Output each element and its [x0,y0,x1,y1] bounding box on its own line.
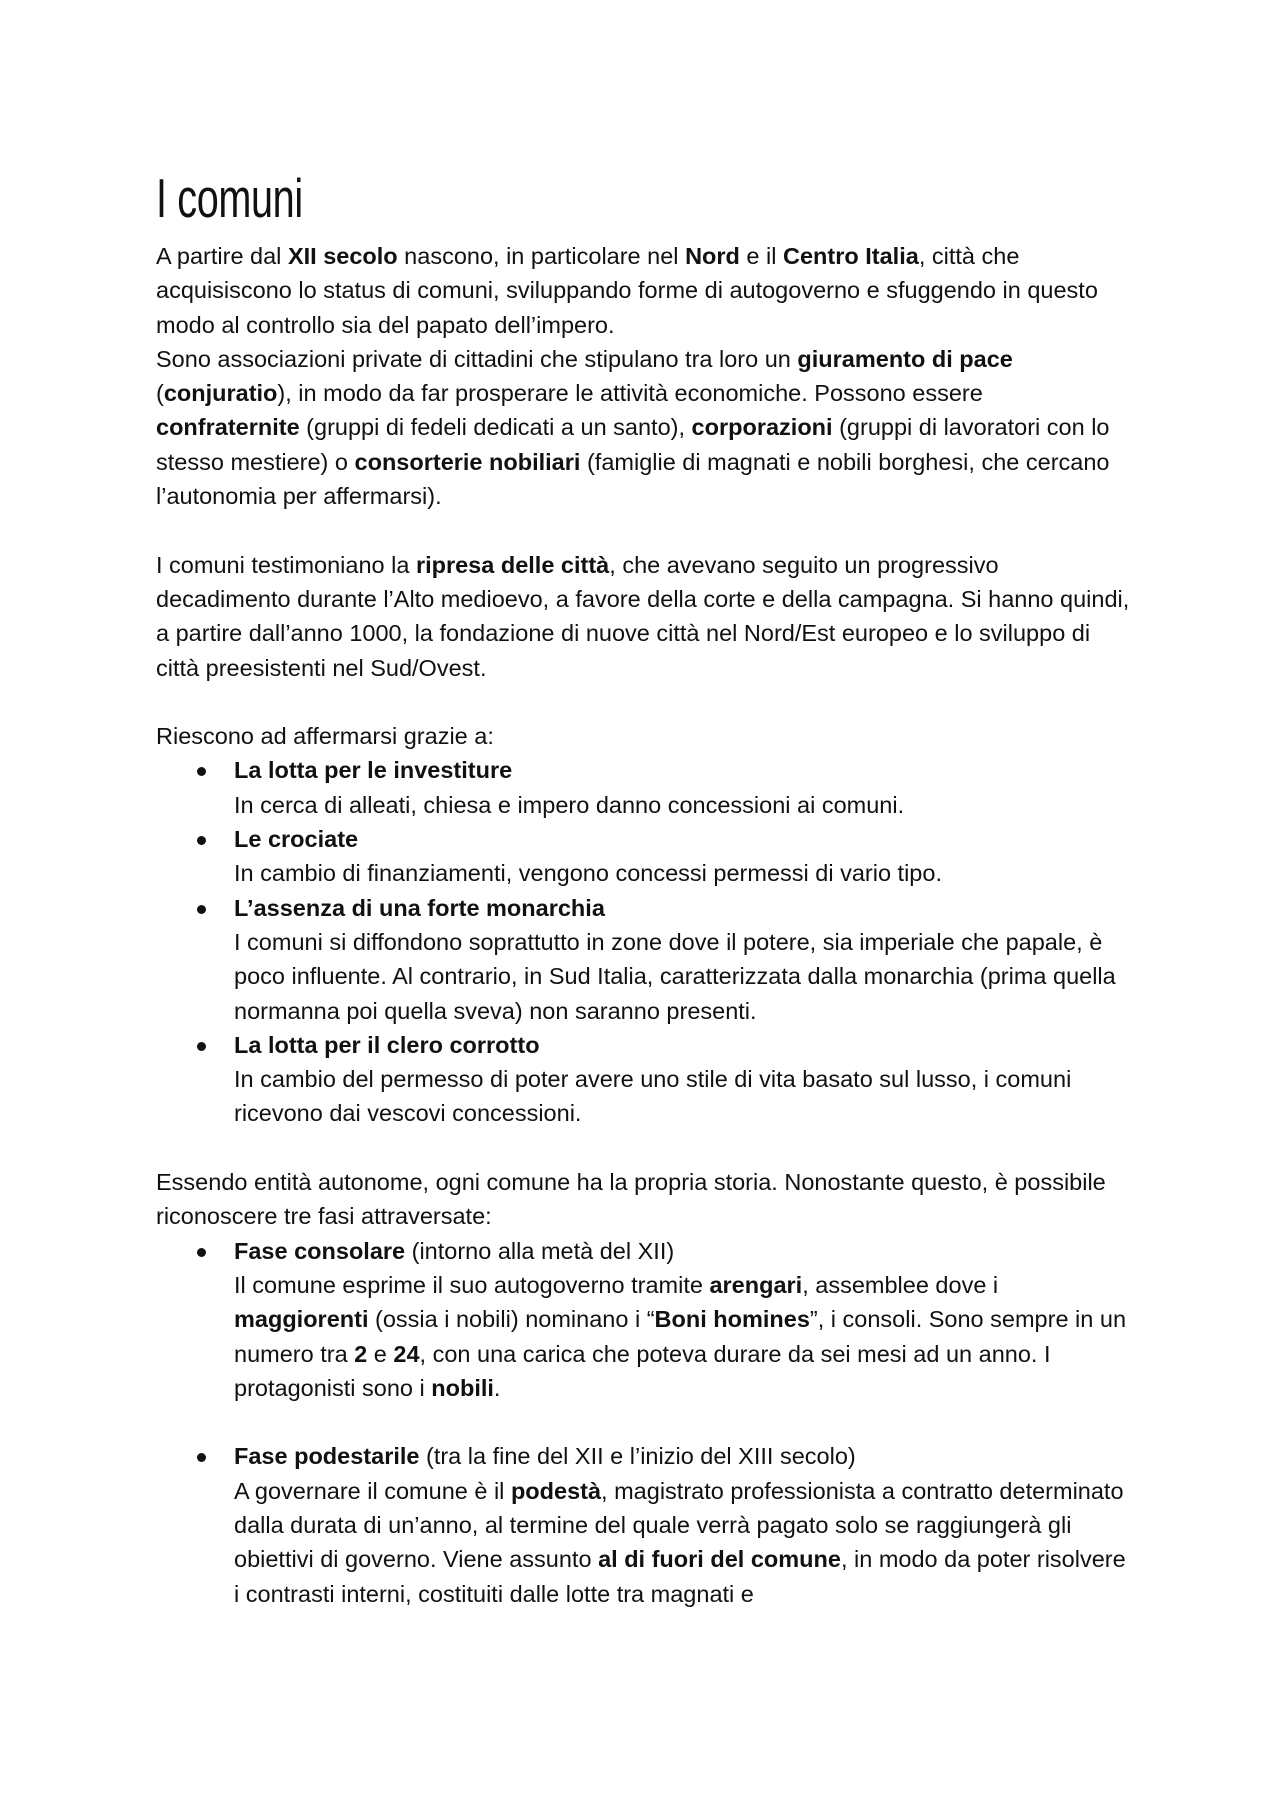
bullet-icon [197,1042,206,1051]
list-item-title: La lotta per le investiture [234,757,513,784]
reasons-list [156,753,1131,1130]
phases-list [156,1234,1131,1611]
phases-intro: Essendo entità autonome, ogni comune ha la propria storia. Nonostante questo, è possibile riconoscere tre fasi attraversate: [156,1169,1106,1230]
list-item-text: I comuni si diffondono soprattutto in zone dove il potere, sia imperiale che papale, è poco influente. Al contrario, in Sud Italia, caratterizzata dalla monarchia (prima quella normanna poi quella sveva) non saranno presenti. [234,928,1116,1024]
list-item-text: In cambio di finanziamenti, vengono concessi permessi di vario tipo. [234,860,942,887]
intro-paragraph-1: A partire dal XII secolo nascono, in particolare nel Nord e il Centro Italia, città che acquisiscono lo status di comuni, sviluppando forme di autogoverno e sfuggendo in questo modo al controllo sia del papato dell’impero. [156,243,1098,338]
list-item-title: Le crociate [234,826,359,853]
list-item [234,753,1131,822]
list-item [234,822,1131,891]
list-item-title: La lotta per il clero corrotto [234,1031,540,1058]
bullet-icon [197,767,206,776]
page-title: I comuni [156,167,303,229]
bullet-icon [197,905,206,914]
document-page [156,162,1131,1611]
list-item-fase-podestarile: Fase podestarile (tra la fine del XII e l’inizio del XIII secolo) A governare il comune è il podestà, magistrato professionista a contratto determinato dalla durata di un’anno, al termine del quale verrà pagato solo se raggiungerà gli obiettivi di governo. Viene assunto al di fuori del comune, in modo da poter risolvere i contrasti interni, costituiti dalle lotte tra magnati e [234,1439,1131,1610]
bullet-icon [197,836,206,845]
list-item [234,1028,1131,1131]
list-item-fase-consolare: Fase consolare (intorno alla metà del XII) Il comune esprime il suo autogoverno tramite arengari, assemblee dove i maggiorenti (ossia i nobili) nominano i “Boni homines”, i consoli. Sono sempre in un numero tra 2 e 24, con una carica che poteva durare da sei mesi ad un anno. I protagonisti sono i nobili. [234,1234,1131,1405]
list-item [234,891,1131,1028]
list-item-title: L’assenza di una forte monarchia [234,894,605,921]
reasons-intro: Riescono ad affermarsi grazie a: [156,723,494,750]
list-item-text: In cambio del permesso di poter avere uno stile di vita basato sul lusso, i comuni ricevono dai vescovi concessioni. [234,1066,1072,1127]
cities-paragraph: I comuni testimoniano la ripresa delle città, che avevano seguito un progressivo decadimento durante l’Alto medioevo, a favore della corte e della campagna. Si hanno quindi, a partire dall’anno 1000, la fondazione di nuove città nel Nord/Est europeo e lo sviluppo di città preesistenti nel Sud/Ovest. [156,551,1130,681]
bullet-icon [197,1453,206,1462]
list-item-text: In cerca di alleati, chiesa e impero danno concessioni ai comuni. [234,791,905,818]
bullet-icon [197,1248,206,1257]
intro-paragraph-2: Sono associazioni private di cittadini che stipulano tra loro un giuramento di pace (conjuratio), in modo da far prosperare le attività economiche. Possono essere confraternite (gruppi di fedeli dedicati a un santo), corporazioni (gruppi di lavoratori con lo stesso mestiere) o consorterie nobiliari (famiglie di magnati e nobili borghesi, che cercano l’autonomia per affermarsi). [156,345,1110,510]
